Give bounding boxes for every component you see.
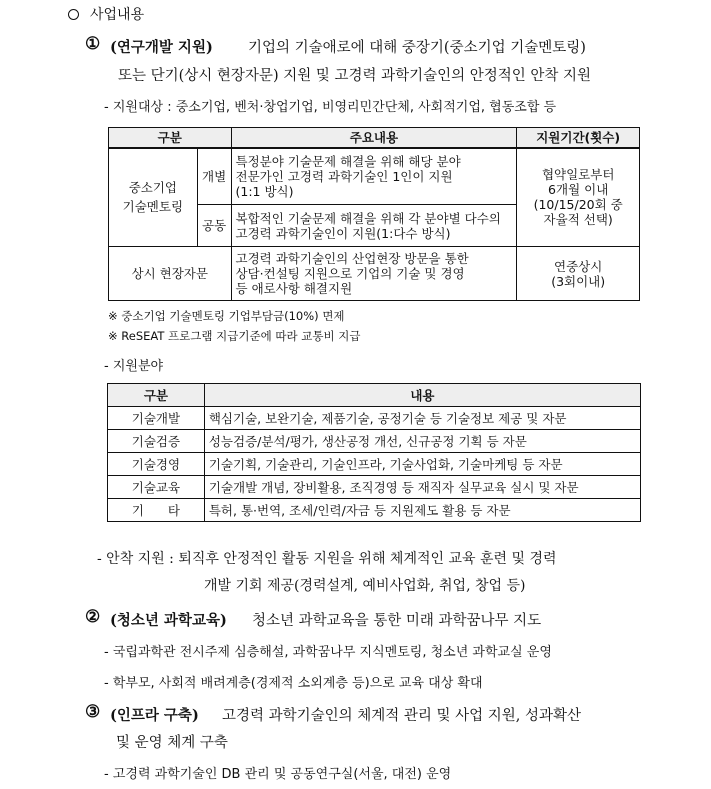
item1-marker: ① (85, 34, 101, 54)
t1-onsite-content (231, 247, 517, 301)
item1-line1: 기업의 기술애로에 대해 중장기(중소기업 기술멘토링) (248, 40, 586, 56)
t1-joint-content (231, 205, 517, 247)
field-table (107, 383, 641, 522)
circle-bullet-icon (68, 9, 79, 20)
item3-line1: 고경력 과학기술인의 체계적 관리 및 사업 지원, 성과확산 (222, 708, 582, 724)
section-title: 사업내용 (90, 7, 145, 23)
item2-bullet-1: - 국립과학관 전시주제 심층해설, 과학꿈나무 지식멘토링, 청소년 과학교실 운영 (104, 645, 552, 660)
support-table (108, 127, 640, 301)
t2-category: 기 타 (108, 499, 205, 522)
t2-category: 기술교육 (108, 476, 205, 499)
note-2: ※ ReSEAT 프로그램 지급기준에 따라 교통비 지급 (108, 329, 361, 343)
t2-category: 기술개발 (108, 407, 205, 430)
t1-onsite-l1: 고경력 과학기술인의 산업현장 방문을 통한 (235, 251, 469, 266)
settle-line2: 개발 기회 제공(경력설계, 예비사업화, 취업, 창업 등) (204, 578, 526, 594)
t2-content: 기술개발 개념, 장비활용, 조직경영 등 재직자 실무교육 실시 및 자문 (204, 476, 640, 499)
item2-marker: ② (85, 607, 101, 627)
t1-onsite-l3: 등 애로사항 해결지원 (235, 281, 353, 296)
table-row (108, 476, 641, 499)
settle-line1: - 안착 지원 : 퇴직후 안정적인 활동 지원을 위해 체계적인 교육 훈련 및 경력 (97, 551, 557, 567)
t1-header-period: 지원기간(횟수) (517, 128, 640, 148)
t1-individual-l2: 전문가인 고경력 과학기술인 1인이 지원 (235, 168, 453, 184)
t2-header-category: 구분 (108, 384, 205, 407)
t2-content: 기술기획, 기술관리, 기술인프라, 기술사업화, 기술마케팅 등 자문 (204, 453, 640, 476)
table-row (108, 453, 641, 476)
t1-onsite-period-l2: (3회이내) (551, 273, 606, 289)
t1-onsite-label: 상시 현장자문 (109, 247, 232, 301)
t1-onsite-l2: 상담·컨설팅 지원으로 기업의 기술 및 경영 (235, 266, 465, 281)
t1-individual-content (231, 148, 517, 205)
t2-category: 기술검증 (108, 430, 205, 453)
item3-line2: 및 운영 체계 구축 (116, 735, 228, 751)
t2-content: 핵심기술, 보완기술, 제품기술, 공정기술 등 기술정보 제공 및 자문 (204, 407, 640, 430)
t2-content: 성능검증/분석/평가, 생산공정 개선, 신규공정 기획 등 자문 (204, 430, 640, 453)
t1-header-content: 주요내용 (231, 128, 517, 148)
item1-line2: 또는 단기(상시 현장자문) 지원 및 고경력 과학기술인의 안정적인 안착 지원 (118, 68, 592, 84)
t1-period-l4: 자율적 선택) (543, 212, 613, 228)
t1-period-l1: 협약일로부터 (541, 167, 615, 183)
item2-title: (청소년 과학교육) (110, 612, 227, 629)
item3-marker: ③ (85, 702, 101, 722)
item2-bullet-2: - 학부모, 사회적 배려계층(경제적 소외계층 등)으로 교육 대상 확대 (104, 676, 483, 691)
t1-joint-l2: 고경력 과학기술인이 지원(1:다수 방식) (235, 225, 451, 241)
t1-period-l2: 6개월 이내 (548, 182, 609, 198)
table-row (108, 430, 641, 453)
t2-header-content: 내용 (204, 384, 640, 407)
t1-individual-l1: 특정분야 기술문제 해결을 위해 해당 분야 (235, 153, 461, 169)
item2-text: 청소년 과학교육을 통한 미래 과학꿈나무 지도 (252, 613, 542, 629)
field-title: - 지원분야 (104, 359, 164, 374)
t1-mentoring-label (109, 148, 198, 247)
t1-mentoring-label-l2: 기술멘토링 (122, 199, 184, 215)
t1-onsite-period-l1: 연중상시 (554, 258, 603, 274)
t1-onsite-period (517, 247, 640, 301)
item3-bullet: - 고경력 과학기술인 DB 관리 및 공동연구실(서울, 대전) 운영 (104, 767, 452, 782)
t2-content: 특허, 통·번역, 조세/인력/자금 등 지원제도 활용 등 자문 (204, 499, 640, 522)
t2-category: 기술경영 (108, 453, 205, 476)
table-row (108, 407, 641, 430)
item1-target: - 지원대상 : 중소기업, 벤처·창업기업, 비영리민간단체, 사회적기업, 협동조합 등 (104, 100, 557, 115)
t1-mentoring-period (517, 148, 640, 247)
t1-individual-l3: (1:1 방식) (235, 183, 294, 199)
t1-header-category: 구분 (109, 128, 232, 148)
t1-type-joint: 공동 (197, 205, 231, 247)
item3-title: (인프라 구축) (110, 707, 199, 724)
t1-period-l3: (10/15/20회 중 (533, 197, 623, 213)
t1-type-individual: 개별 (197, 148, 231, 205)
table-row (108, 499, 641, 522)
t1-mentoring-label-l1: 중소기업 (128, 180, 177, 196)
item1-title: (연구개발 지원) (110, 39, 213, 56)
note-1: ※ 중소기업 기술멘토링 기업부담금(10%) 면제 (108, 309, 345, 323)
t1-joint-l1: 복합적인 기술문제 해결을 위해 각 분야별 다수의 (235, 210, 501, 226)
